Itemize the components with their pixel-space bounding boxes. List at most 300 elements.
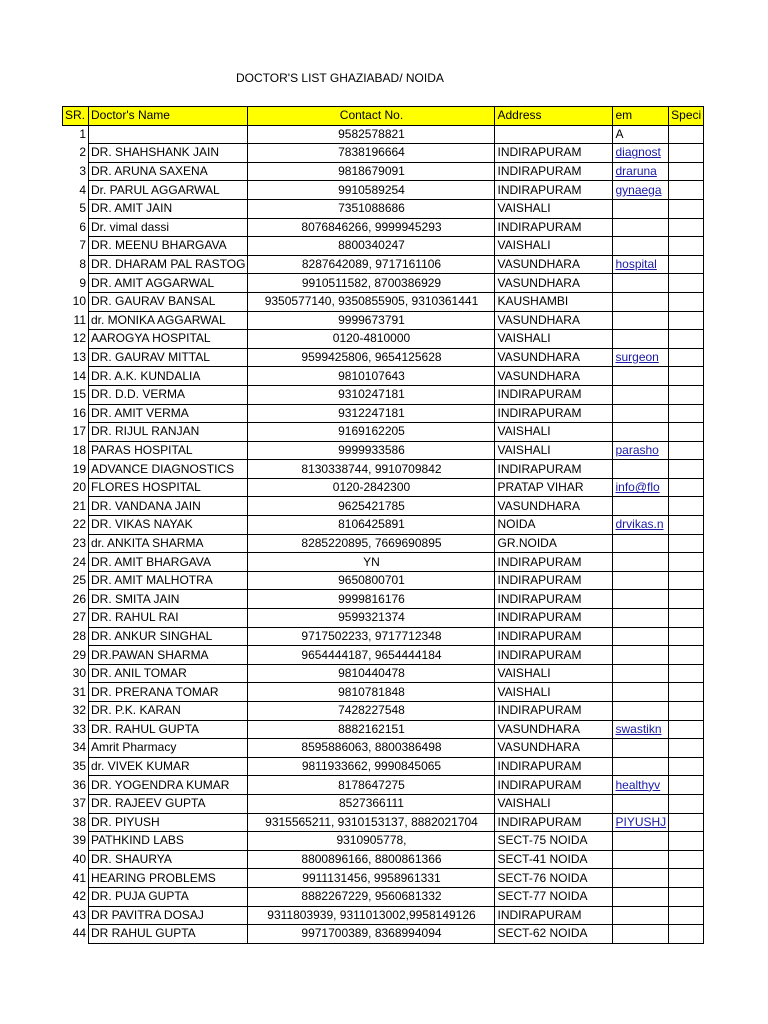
contact-cell[interactable]: 9971700389, 8368994094 [248,925,495,944]
row-number[interactable]: 37 [72,796,86,811]
contact-cell[interactable]: 9599321374 [248,609,495,628]
contact-cell[interactable]: 8882267229, 9560681332 [248,887,495,906]
email-cell[interactable] [613,646,669,665]
row-number[interactable]: 18 [72,442,86,457]
speciality-cell[interactable] [669,162,704,181]
contact-cell[interactable]: 8106425891 [248,516,495,535]
email-cell[interactable] [613,590,669,609]
speciality-cell[interactable] [669,702,704,721]
address-cell[interactable]: VAISHALI [495,330,613,349]
doctor-name-cell[interactable]: DR.PAWAN SHARMA [89,646,248,665]
speciality-cell[interactable] [669,181,704,200]
doctor-name-cell[interactable]: DR. PRERANA TOMAR [89,683,248,702]
email-cell[interactable] [613,757,669,776]
address-cell[interactable]: VASUNDHARA [495,497,613,516]
contact-cell[interactable]: 0120-2842300 [248,478,495,497]
contact-cell[interactable]: 9810781848 [248,683,495,702]
doctor-name-cell[interactable]: DR. ANIL TOMAR [89,664,248,683]
doctor-name-cell[interactable]: DR RAHUL GUPTA [89,925,248,944]
address-cell[interactable]: INDIRAPURAM [495,385,613,404]
contact-cell[interactable]: 9311803939, 9311013002,9958149126 [248,906,495,925]
doctor-name-cell[interactable]: FLORES HOSPITAL [89,478,248,497]
address-cell[interactable]: PRATAP VIHAR [495,478,613,497]
email-cell[interactable] [613,292,669,311]
speciality-cell[interactable] [669,348,704,367]
email-cell[interactable] [613,739,669,758]
row-number[interactable]: 7 [79,238,86,253]
address-cell[interactable] [495,125,613,144]
table-row [63,125,704,144]
speciality-cell[interactable] [669,497,704,516]
speciality-cell[interactable] [669,441,704,460]
doctor-name-cell[interactable]: DR. ARUNA SAXENA [89,162,248,181]
row-number[interactable]: 6 [79,219,86,234]
table-row [63,516,704,535]
address-cell[interactable]: KAUSHAMBI [495,292,613,311]
table-row [63,627,704,646]
contact-cell[interactable]: 9811933662, 9990845065 [248,757,495,776]
speciality-cell[interactable] [669,237,704,256]
address-cell[interactable]: VASUNDHARA [495,720,613,739]
email-cell[interactable]: PIYUSHJ [613,813,669,832]
email-cell[interactable]: A [613,125,669,144]
table-row [63,218,704,237]
address-cell[interactable]: SECT-62 NOIDA [495,925,613,944]
email-cell[interactable] [613,385,669,404]
email-cell[interactable]: draruna [613,162,669,181]
row-number[interactable]: 10 [72,294,86,309]
address-cell[interactable]: VAISHALI [495,199,613,218]
doctor-name-cell[interactable]: AAROGYA HOSPITAL [89,330,248,349]
contact-cell[interactable]: 9310905778, [248,832,495,851]
table-row [63,609,704,628]
speciality-cell[interactable] [669,794,704,813]
contact-cell[interactable]: 8527366111 [248,794,495,813]
row-number[interactable]: 12 [72,331,86,346]
address-cell[interactable]: NOIDA [495,516,613,535]
speciality-cell[interactable] [669,311,704,330]
address-cell[interactable]: INDIRAPURAM [495,609,613,628]
contact-cell[interactable]: 9654444187, 9654444184 [248,646,495,665]
doctor-name-cell[interactable]: DR. VANDANA JAIN [89,497,248,516]
row-number[interactable]: 13 [72,350,86,365]
column-header-email[interactable]: em [613,107,669,126]
email-cell[interactable] [613,906,669,925]
contact-cell[interactable]: 9312247181 [248,404,495,423]
doctor-name-cell[interactable]: DR. VIKAS NAYAK [89,516,248,535]
address-cell[interactable]: INDIRAPURAM [495,460,613,479]
contact-cell[interactable]: 8076846266, 9999945293 [248,218,495,237]
table-row [63,906,704,925]
row-number[interactable]: 29 [72,647,86,662]
address-cell[interactable]: INDIRAPURAM [495,702,613,721]
speciality-cell[interactable] [669,571,704,590]
email-cell[interactable] [613,925,669,944]
doctor-name-cell[interactable]: DR. AMIT JAIN [89,199,248,218]
address-cell[interactable]: INDIRAPURAM [495,404,613,423]
contact-cell[interactable]: 0120-4810000 [248,330,495,349]
row-number[interactable]: 16 [72,405,86,420]
doctor-name-cell[interactable]: DR. YOGENDRA KUMAR [89,776,248,795]
speciality-cell[interactable] [669,757,704,776]
speciality-cell[interactable] [669,720,704,739]
row-number[interactable]: 27 [72,610,86,625]
contact-cell[interactable]: 9169162205 [248,423,495,442]
speciality-cell[interactable] [669,144,704,163]
speciality-cell[interactable] [669,255,704,274]
speciality-cell[interactable] [669,813,704,832]
doctor-name-cell[interactable]: DR. RAHUL RAI [89,609,248,628]
column-header-doctor-name[interactable]: Doctor's Name [89,107,248,126]
email-cell[interactable] [613,869,669,888]
email-cell[interactable] [613,609,669,628]
contact-cell[interactable]: 9999816176 [248,590,495,609]
speciality-cell[interactable] [669,292,704,311]
email-cell[interactable] [613,664,669,683]
row-number[interactable]: 25 [72,573,86,588]
table-row [63,311,704,330]
address-cell[interactable]: VAISHALI [495,423,613,442]
row-number[interactable]: 8 [79,257,86,272]
contact-cell[interactable]: 9350577140, 9350855905, 9310361441 [248,292,495,311]
email-cell[interactable] [613,367,669,386]
email-cell[interactable] [613,832,669,851]
contact-cell[interactable]: 9910589254 [248,181,495,200]
address-cell[interactable]: VASUNDHARA [495,274,613,293]
doctor-name-cell[interactable]: DR. AMIT VERMA [89,404,248,423]
table-row [63,757,704,776]
speciality-cell[interactable] [669,460,704,479]
doctor-name-cell[interactable]: DR. ANKUR SINGHAL [89,627,248,646]
email-cell[interactable] [613,683,669,702]
contact-cell[interactable]: 8287642089, 9717161106 [248,255,495,274]
email-cell[interactable] [613,702,669,721]
contact-cell[interactable]: 9717502233, 9717712348 [248,627,495,646]
doctor-name-cell[interactable]: dr. VIVEK KUMAR [89,757,248,776]
speciality-cell[interactable] [669,218,704,237]
table-row [63,423,704,442]
address-cell[interactable]: VAISHALI [495,237,613,256]
table-row [63,367,704,386]
doctor-name-cell[interactable] [89,125,248,144]
speciality-cell[interactable] [669,516,704,535]
row-number[interactable]: 4 [79,182,86,197]
address-cell[interactable]: VAISHALI [495,794,613,813]
address-cell[interactable]: INDIRAPURAM [495,757,613,776]
row-number[interactable]: 2 [79,145,86,160]
row-number[interactable]: 15 [72,387,86,402]
speciality-cell[interactable] [669,850,704,869]
contact-cell[interactable]: 7428227548 [248,702,495,721]
speciality-cell[interactable] [669,478,704,497]
table-row [63,739,704,758]
address-cell[interactable]: INDIRAPURAM [495,162,613,181]
address-cell[interactable]: INDIRAPURAM [495,590,613,609]
doctor-name-cell[interactable]: Amrit Pharmacy [89,739,248,758]
contact-cell[interactable]: 8595886063, 8800386498 [248,739,495,758]
doctor-name-cell[interactable]: DR. SHAURYA [89,850,248,869]
table-row [63,348,704,367]
doctor-name-cell[interactable]: DR. AMIT MALHOTRA [89,571,248,590]
doctor-name-cell[interactable]: DR. DHARAM PAL RASTOG [89,255,248,274]
table-row [63,460,704,479]
doctor-name-cell[interactable]: DR. SHAHSHANK JAIN [89,144,248,163]
speciality-cell[interactable] [669,739,704,758]
doctor-name-cell[interactable]: DR. RAJEEV GUPTA [89,794,248,813]
doctor-name-cell[interactable]: Dr. vimal dassi [89,218,248,237]
speciality-cell[interactable] [669,609,704,628]
speciality-cell[interactable] [669,869,704,888]
doctor-name-cell[interactable]: DR. PUJA GUPTA [89,887,248,906]
address-cell[interactable]: INDIRAPURAM [495,627,613,646]
column-header-contact[interactable]: Contact No. [248,107,495,126]
row-number[interactable]: 14 [72,368,86,383]
speciality-cell[interactable] [669,590,704,609]
table-row [63,850,704,869]
table-row [63,832,704,851]
table-row [63,646,704,665]
email-cell[interactable] [613,237,669,256]
contact-cell[interactable]: 7838196664 [248,144,495,163]
doctor-name-cell[interactable]: HEARING PROBLEMS [89,869,248,888]
contact-cell[interactable]: 9999673791 [248,311,495,330]
contact-cell[interactable]: 8178647275 [248,776,495,795]
address-cell[interactable]: VASUNDHARA [495,348,613,367]
sheet-title: DOCTOR'S LIST GHAZIABAD/ NOIDA [236,71,444,85]
contact-cell[interactable]: 9310247181 [248,385,495,404]
table-row [63,534,704,553]
doctor-name-cell[interactable]: dr. ANKITA SHARMA [89,534,248,553]
contact-cell[interactable]: 9625421785 [248,497,495,516]
email-cell[interactable] [613,330,669,349]
email-cell[interactable]: hospital [613,255,669,274]
email-cell[interactable] [613,627,669,646]
doctor-name-cell[interactable]: DR. P.K. KARAN [89,702,248,721]
email-cell[interactable] [613,497,669,516]
email-cell[interactable] [613,199,669,218]
speciality-cell[interactable] [669,887,704,906]
address-cell[interactable]: INDIRAPURAM [495,776,613,795]
doctor-name-cell[interactable]: DR. D.D. VERMA [89,385,248,404]
address-cell[interactable]: INDIRAPURAM [495,553,613,572]
address-cell[interactable]: VASUNDHARA [495,311,613,330]
address-cell[interactable]: INDIRAPURAM [495,144,613,163]
row-number[interactable]: 35 [72,759,86,774]
speciality-cell[interactable] [669,664,704,683]
row-number[interactable]: 39 [72,833,86,848]
row-number[interactable]: 31 [72,684,86,699]
speciality-cell[interactable] [669,683,704,702]
doctor-name-cell[interactable]: dr. MONIKA AGGARWAL [89,311,248,330]
address-cell[interactable]: VASUNDHARA [495,739,613,758]
table-row [63,590,704,609]
row-number[interactable]: 23 [72,535,86,550]
contact-cell[interactable]: 9818679091 [248,162,495,181]
email-cell[interactable]: swastikn [613,720,669,739]
speciality-cell[interactable] [669,199,704,218]
row-number[interactable]: 9 [79,275,86,290]
speciality-cell[interactable] [669,125,704,144]
row-number[interactable]: 22 [72,517,86,532]
table-row [63,404,704,423]
email-cell[interactable]: info@flo [613,478,669,497]
column-header-sr[interactable]: SR. [63,107,89,126]
doctor-name-cell[interactable]: DR. AMIT BHARGAVA [89,553,248,572]
table-row [63,441,704,460]
contact-cell[interactable]: 9650800701 [248,571,495,590]
contact-cell[interactable]: 9810440478 [248,664,495,683]
doctor-name-cell[interactable]: DR. RAHUL GUPTA [89,720,248,739]
doctor-name-cell[interactable]: DR. MEENU BHARGAVA [89,237,248,256]
header-row [63,107,704,126]
contact-cell[interactable]: 7351088686 [248,199,495,218]
speciality-cell[interactable] [669,534,704,553]
doctor-name-cell[interactable]: DR. PIYUSH [89,813,248,832]
address-cell[interactable]: VASUNDHARA [495,367,613,386]
address-cell[interactable]: VASUNDHARA [495,255,613,274]
doctor-name-cell[interactable]: Dr. PARUL AGGARWAL [89,181,248,200]
email-cell[interactable]: parasho [613,441,669,460]
email-cell[interactable] [613,460,669,479]
row-number[interactable]: 17 [72,424,86,439]
email-cell[interactable] [613,404,669,423]
row-number[interactable]: 19 [72,461,86,476]
speciality-cell[interactable] [669,925,704,944]
address-cell[interactable]: SECT-77 NOIDA [495,887,613,906]
row-number[interactable]: 28 [72,628,86,643]
address-cell[interactable]: INDIRAPURAM [495,906,613,925]
speciality-cell[interactable] [669,776,704,795]
contact-cell[interactable]: 9582578821 [248,125,495,144]
address-cell[interactable]: GR.NOIDA [495,534,613,553]
row-number[interactable]: 24 [72,554,86,569]
contact-cell[interactable]: 9911131456, 9958961331 [248,869,495,888]
contact-cell[interactable]: YN [248,553,495,572]
contact-cell[interactable]: 9910511582, 8700386929 [248,274,495,293]
email-cell[interactable]: gynaega [613,181,669,200]
table-row [63,144,704,163]
email-cell[interactable] [613,274,669,293]
doctor-name-cell[interactable]: DR. A.K. KUNDALIA [89,367,248,386]
contact-cell[interactable]: 9315565211, 9310153137, 8882021704 [248,813,495,832]
table-row [63,683,704,702]
row-number[interactable]: 11 [73,312,86,327]
speciality-cell[interactable] [669,627,704,646]
contact-cell[interactable]: 8882162151 [248,720,495,739]
address-cell[interactable]: INDIRAPURAM [495,218,613,237]
row-number[interactable]: 26 [72,591,86,606]
address-cell[interactable]: SECT-41 NOIDA [495,850,613,869]
email-cell[interactable]: surgeon [613,348,669,367]
doctor-name-cell[interactable]: PARAS HOSPITAL [89,441,248,460]
row-number[interactable]: 44 [72,926,86,941]
email-cell[interactable]: diagnost [613,144,669,163]
address-cell[interactable]: INDIRAPURAM [495,181,613,200]
table-row [63,813,704,832]
doctor-name-cell[interactable]: ADVANCE DIAGNOSTICS [89,460,248,479]
row-number[interactable]: 34 [72,740,86,755]
doctor-name-cell[interactable]: DR. GAURAV MITTAL [89,348,248,367]
address-cell[interactable]: INDIRAPURAM [495,646,613,665]
email-cell[interactable] [613,553,669,572]
email-cell[interactable] [613,311,669,330]
speciality-cell[interactable] [669,553,704,572]
table-row [63,869,704,888]
row-number[interactable]: 5 [79,201,86,216]
doctor-name-cell[interactable]: DR. RIJUL RANJAN [89,423,248,442]
row-number[interactable]: 36 [72,777,86,792]
row-number[interactable]: 41 [72,870,86,885]
doctor-name-cell[interactable]: DR PAVITRA DOSAJ [89,906,248,925]
contact-cell[interactable]: 9599425806, 9654125628 [248,348,495,367]
email-cell[interactable] [613,423,669,442]
row-number[interactable]: 3 [79,164,86,179]
row-number[interactable]: 43 [72,907,86,922]
address-cell[interactable]: VAISHALI [495,683,613,702]
doctor-name-cell[interactable]: PATHKIND LABS [89,832,248,851]
row-number[interactable]: 20 [72,480,86,495]
address-cell[interactable]: VAISHALI [495,664,613,683]
row-number[interactable]: 33 [72,721,86,736]
row-number[interactable]: 32 [72,703,86,718]
address-cell[interactable]: INDIRAPURAM [495,813,613,832]
row-number[interactable]: 38 [72,814,86,829]
email-cell[interactable] [613,887,669,906]
table-row [63,292,704,311]
email-cell[interactable] [613,850,669,869]
contact-cell[interactable]: 8800896166, 8800861366 [248,850,495,869]
contact-cell[interactable]: 9810107643 [248,367,495,386]
contact-cell[interactable]: 8130338744, 9910709842 [248,460,495,479]
row-number[interactable]: 42 [72,889,86,904]
row-number[interactable]: 40 [72,852,86,867]
table-row [63,887,704,906]
speciality-cell[interactable] [669,832,704,851]
speciality-cell[interactable] [669,423,704,442]
speciality-cell[interactable] [669,906,704,925]
address-cell[interactable]: SECT-76 NOIDA [495,869,613,888]
column-header-speciality[interactable]: Speci [669,107,704,126]
table-row [63,702,704,721]
email-cell[interactable]: healthyv [613,776,669,795]
email-cell[interactable] [613,794,669,813]
column-header-address[interactable]: Address [495,107,613,126]
speciality-cell[interactable] [669,404,704,423]
doctor-name-cell[interactable]: DR. AMIT AGGARWAL [89,274,248,293]
email-cell[interactable]: drvikas.n [613,516,669,535]
table-row [63,497,704,516]
email-cell[interactable] [613,571,669,590]
address-cell[interactable]: VAISHALI [495,441,613,460]
speciality-cell[interactable] [669,330,704,349]
contact-cell[interactable]: 8285220895, 7669690895 [248,534,495,553]
doctor-name-cell[interactable]: DR. GAURAV BANSAL [89,292,248,311]
row-number[interactable]: 1 [79,127,86,142]
email-cell[interactable] [613,218,669,237]
speciality-cell[interactable] [669,385,704,404]
speciality-cell[interactable] [669,367,704,386]
address-cell[interactable]: INDIRAPURAM [495,571,613,590]
row-number[interactable]: 21 [72,498,86,513]
contact-cell[interactable]: 8800340247 [248,237,495,256]
address-cell[interactable]: SECT-75 NOIDA [495,832,613,851]
speciality-cell[interactable] [669,646,704,665]
email-cell[interactable] [613,534,669,553]
contact-cell[interactable]: 9999933586 [248,441,495,460]
doctor-name-cell[interactable]: DR. SMITA JAIN [89,590,248,609]
row-number[interactable]: 30 [72,666,86,681]
speciality-cell[interactable] [669,274,704,293]
